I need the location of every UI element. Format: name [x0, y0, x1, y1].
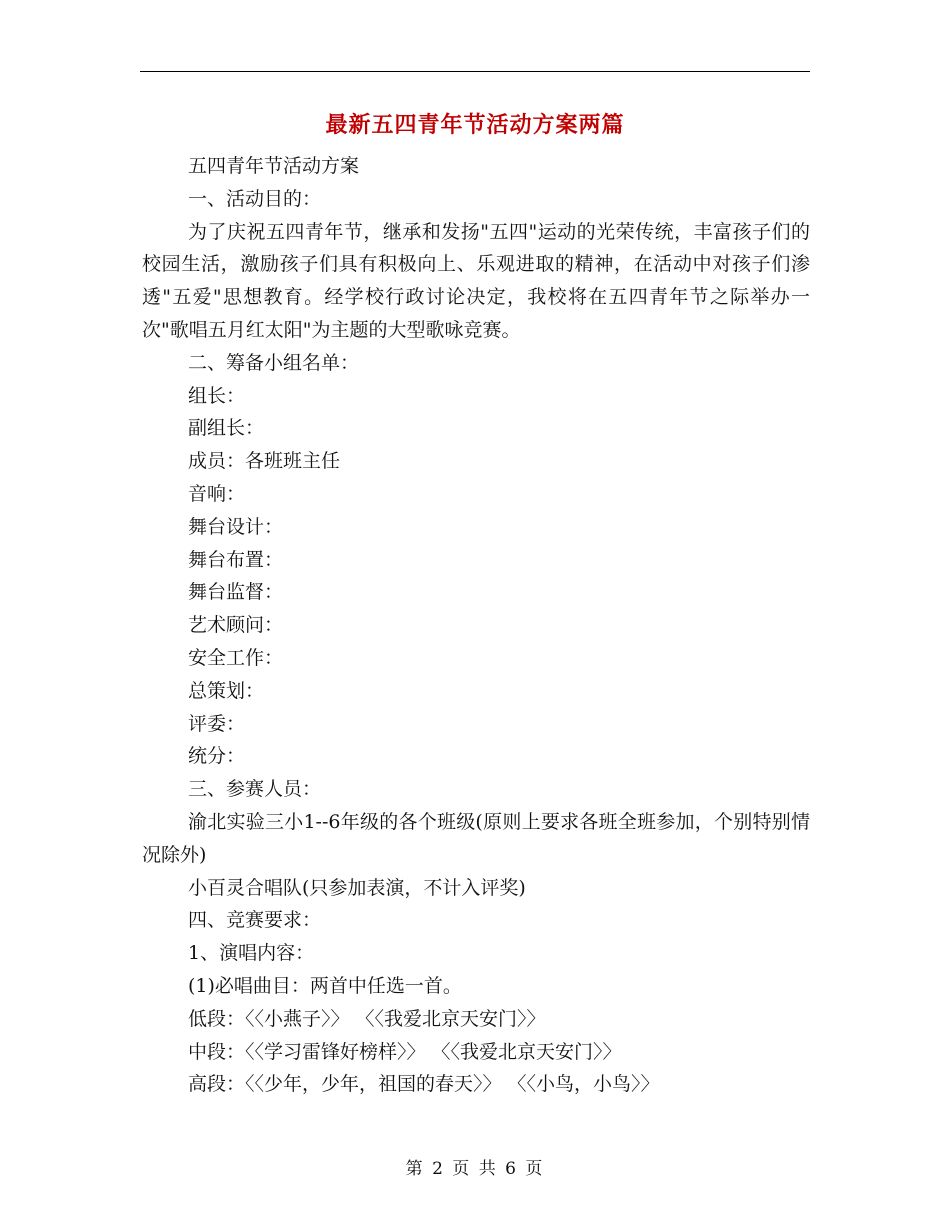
list-item: 低段：〈〈小燕子〉〉 〈〈我爱北京天安门〉〉 [188, 1007, 546, 1030]
page-number: 第 2 页 共 6 页 [405, 1159, 545, 1179]
document-title: 最新五四青年节活动方案两篇 [325, 112, 625, 138]
list-item: 舞台监督： [188, 581, 284, 604]
list-item: 舞台设计： [188, 515, 284, 538]
body-paragraph: 渝北实验三小1--6年级的各个班级(原则上要求各班全班参加，个别特别情况除外) [142, 810, 810, 866]
list-item: 安全工作： [188, 646, 284, 669]
list-item: 成员：各班班主任 [188, 450, 341, 473]
list-item: 中段：〈〈学习雷锋好榜样〉〉 〈〈我爱北京天安门〉〉 [188, 1040, 622, 1063]
list-item: 副组长： [188, 417, 265, 440]
body-paragraph: 小百灵合唱队(只参加表演，不计入评奖) [188, 876, 526, 899]
body-paragraph: 为了庆祝五四青年节，继承和发扬"五四"运动的光荣传统，丰富孩子们的校园生活，激励孩子们具有积极向上、乐观进取的精神，在活动中对孩子们渗透"五爱"思想教育。经学校行政讨论决定，我校将在五四青年节之际举办一次"歌唱五月红太阳"为主题的大型歌咏竞赛。 [142, 220, 810, 341]
section-heading: 四、竞赛要求： [188, 909, 322, 932]
list-item: 1、演唱内容： [188, 942, 315, 965]
list-item: 高段：〈〈少年，少年，祖国的春天〉〉 〈〈小鸟，小鸟〉〉 [188, 1073, 660, 1096]
list-item: 艺术顾问： [188, 614, 284, 637]
list-item: 组长： [188, 384, 246, 407]
section-heading: 五四青年节活动方案 [188, 155, 360, 177]
list-item: 总策划： [188, 679, 265, 702]
list-item: 音响： [188, 482, 246, 505]
header-rule [140, 71, 810, 72]
list-item: (1)必唱曲目：两首中任选一首。 [188, 974, 462, 997]
list-item: 评委： [188, 712, 246, 735]
document-body [142, 150, 810, 1101]
list-item: 舞台布置： [188, 548, 284, 571]
section-heading: 三、参赛人员： [188, 778, 322, 801]
section-heading: 一、活动目的： [188, 187, 322, 210]
list-item: 统分： [188, 745, 246, 768]
section-heading: 二、筹备小组名单： [188, 351, 360, 374]
